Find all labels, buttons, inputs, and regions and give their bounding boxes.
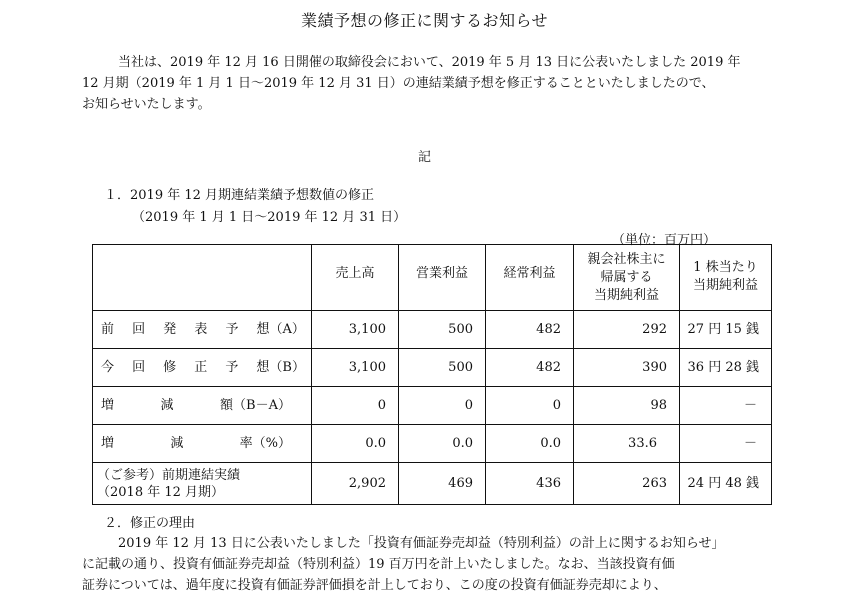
cell-sales: 0 <box>312 387 399 425</box>
intro-line: 当社は、2019 年 12 月 16 日開催の取締役会において、2019 年 5 月 13 日に公表いたしました 2019 年 <box>118 55 741 70</box>
table-row-reference <box>93 463 772 505</box>
cell-operating-income: 469 <box>399 463 486 505</box>
cell-sales: 2,902 <box>312 463 399 505</box>
reason-line: に記載の通り、投資有価証券売却益（特別利益）19 百万円を計上いたしました。なお、当該投資有価 <box>82 557 675 572</box>
label-char: 回 <box>132 359 146 375</box>
label-char: 額（B－A） <box>220 397 291 413</box>
cell-operating-income: 500 <box>399 311 486 349</box>
row-label-revised-forecast <box>93 349 312 387</box>
label-char: 表 <box>194 321 208 337</box>
label-char: 前 <box>101 321 115 337</box>
header-sales: 売上高 <box>312 245 399 311</box>
cell-net-income: 390 <box>574 349 680 387</box>
cell-net-income: 33.6 <box>574 425 680 463</box>
cell-eps: 36 円 28 銭 <box>680 349 772 387</box>
cell-sales: 0.0 <box>312 425 399 463</box>
label-char: 率（%） <box>239 435 291 451</box>
label-char: 予 <box>225 321 239 337</box>
reason-line: 証券については、過年度に投資有価証券評価損を計上しており、この度の投資有価証券売却により、 <box>82 578 667 593</box>
label-char: 発 <box>163 321 177 337</box>
cell-ordinary-income: 482 <box>486 311 574 349</box>
row-label-change-amount <box>93 387 312 425</box>
header-net-income <box>574 245 680 311</box>
header-net-income-line1: 親会社株主に <box>587 252 666 267</box>
label-char: 想（A） <box>256 321 305 337</box>
label-char: 想（B） <box>256 359 305 375</box>
cell-eps: － <box>680 387 772 425</box>
cell-eps: 24 円 48 銭 <box>680 463 772 505</box>
header-operating-income: 営業利益 <box>399 245 486 311</box>
label-char: 減 <box>160 397 174 413</box>
header-net-income-line3: 当期純利益 <box>593 288 659 303</box>
table-row <box>93 425 772 463</box>
label-char: 今 <box>101 359 115 375</box>
row-label-change-rate <box>93 425 312 463</box>
table-row <box>93 349 772 387</box>
header-ordinary-income: 経常利益 <box>486 245 574 311</box>
table-row <box>93 311 772 349</box>
cell-ordinary-income: 482 <box>486 349 574 387</box>
ki-marker: 記 <box>417 150 431 165</box>
label-char: 増 <box>101 397 115 413</box>
cell-net-income: 263 <box>574 463 680 505</box>
cell-ordinary-income: 0 <box>486 387 574 425</box>
label-char: 予 <box>225 359 239 375</box>
header-label-cell <box>93 245 312 311</box>
cell-operating-income: 0 <box>399 387 486 425</box>
cell-net-income: 98 <box>574 387 680 425</box>
intro-paragraph <box>82 52 760 115</box>
table-row <box>93 387 772 425</box>
unit-label: （単位：百万円） <box>612 233 717 248</box>
section2-paragraph <box>82 533 760 596</box>
label-char: 正 <box>194 359 208 375</box>
cell-net-income: 292 <box>574 311 680 349</box>
section1-heading: １．2019 年 12 月期連結業績予想数値の修正 <box>104 188 375 203</box>
header-eps <box>680 245 772 311</box>
row-label-previous-forecast <box>93 311 312 349</box>
cell-operating-income: 500 <box>399 349 486 387</box>
label-char: 修 <box>163 359 177 375</box>
reason-line: 2019 年 12 月 13 日に公表いたしました「投資有価証券売却益（特別利益）の計上に関するお知らせ」 <box>118 536 725 551</box>
label-char: 減 <box>170 435 184 451</box>
row-label-prior-year-results <box>93 463 312 505</box>
ref-label-line2: （2018 年 12 月期） <box>97 484 225 500</box>
header-eps-line2: 当期純利益 <box>692 278 758 293</box>
header-net-income-line2: 帰属する <box>600 270 653 285</box>
cell-sales: 3,100 <box>312 349 399 387</box>
ref-label-line1: （ご参考）前期連結実績 <box>97 467 241 483</box>
cell-ordinary-income: 436 <box>486 463 574 505</box>
table-header-row <box>93 245 772 311</box>
cell-ordinary-income: 0.0 <box>486 425 574 463</box>
label-char: 増 <box>101 435 115 451</box>
page-title: 業績予想の修正に関するお知らせ <box>300 11 549 30</box>
cell-eps: － <box>680 425 772 463</box>
cell-sales: 3,100 <box>312 311 399 349</box>
label-char: 回 <box>132 321 146 337</box>
cell-operating-income: 0.0 <box>399 425 486 463</box>
forecast-table <box>92 244 772 505</box>
intro-line: 12 月期（2019 年 1 月 1 日～2019 年 12 月 31 日）の連結業績予想を修正することといたしましたので、 <box>82 76 715 91</box>
section2-heading: ２．修正の理由 <box>104 516 196 531</box>
intro-line: お知らせいたします。 <box>82 97 211 112</box>
section1-period: （2019 年 1 月 1 日～2019 年 12 月 31 日） <box>132 210 407 225</box>
header-eps-line1: 1 株当たり <box>693 260 758 275</box>
cell-eps: 27 円 15 銭 <box>680 311 772 349</box>
